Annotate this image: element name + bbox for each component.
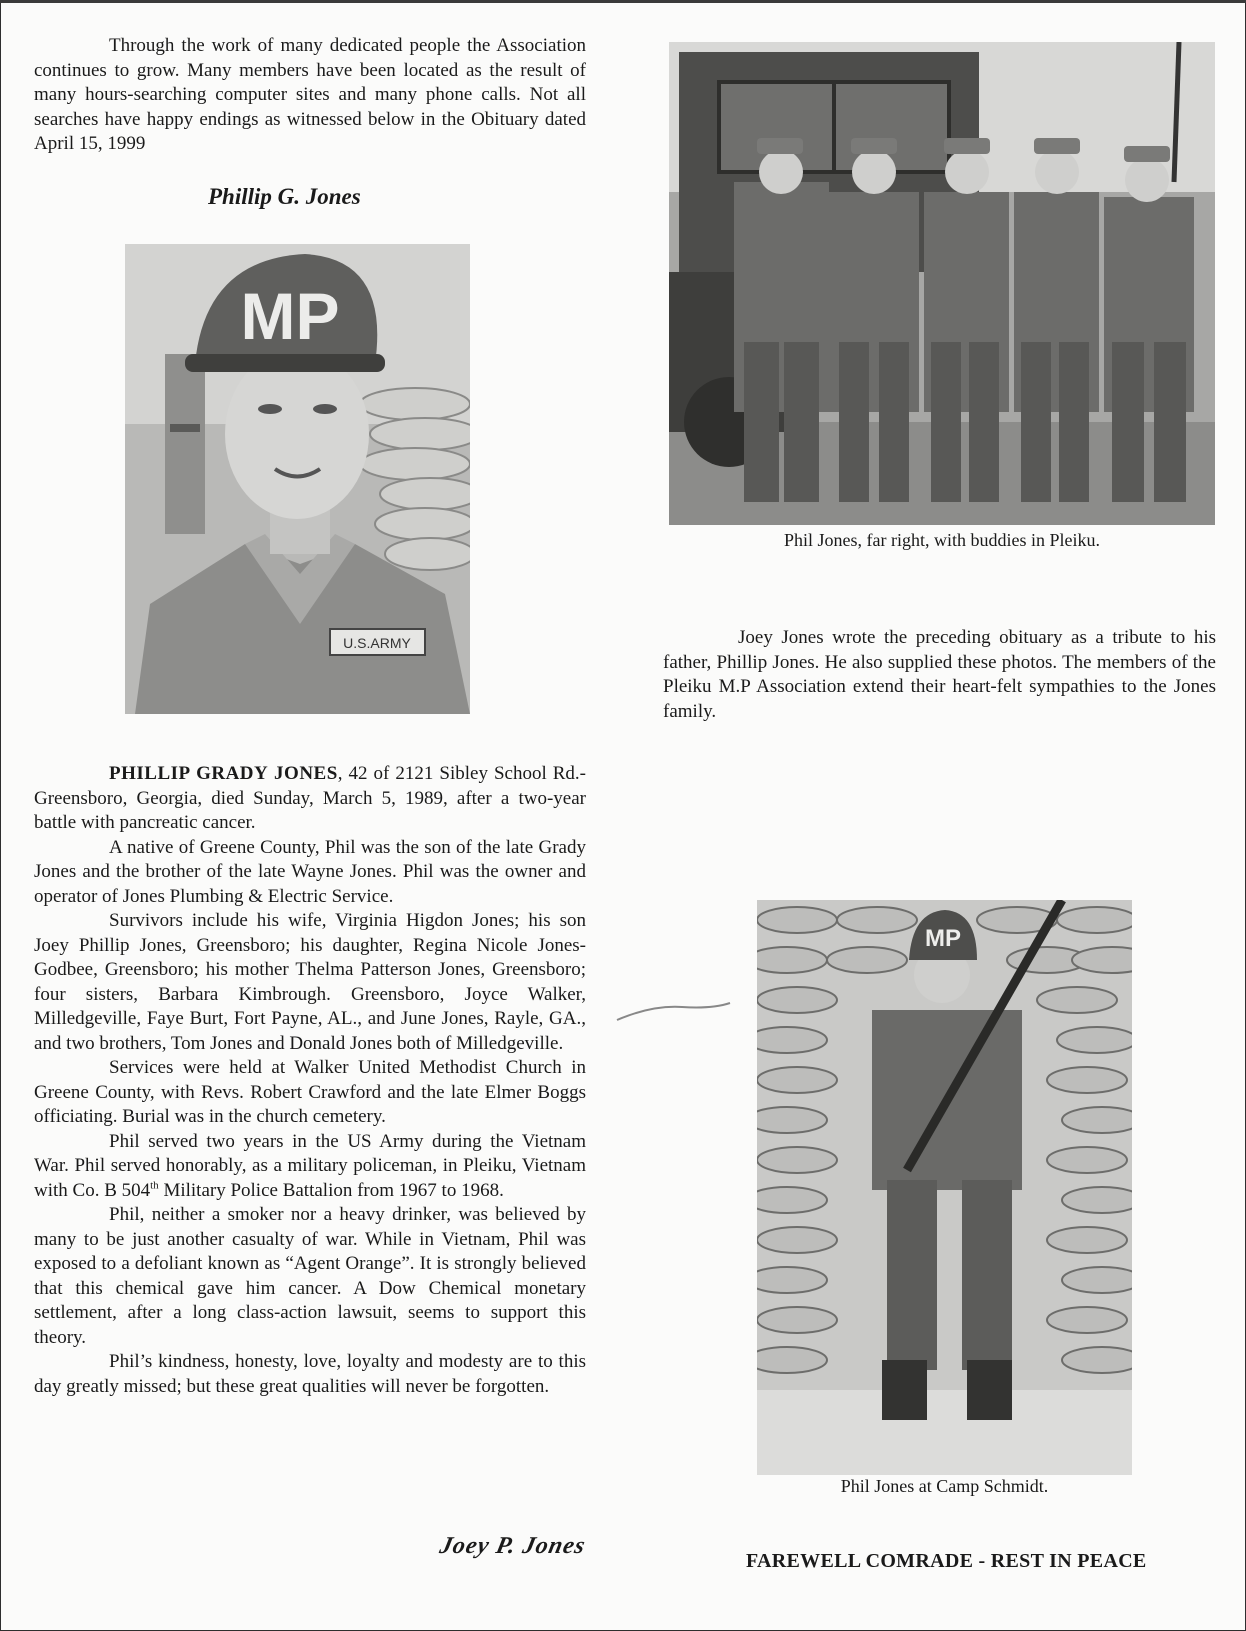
obituary-paragraph-5	[34, 1130, 586, 1204]
signature: Joey P. Jones	[437, 1533, 589, 1559]
camp-photo	[757, 900, 1132, 1475]
obituary-paragraph-6: Phil, neither a smoker nor a heavy drinker, was believed by many to be just another casualty of war. While in Vietnam, Phil was exposed to a defoliant known as “Agent Orange”. It is strongly believed that this chemical gave him cancer. A Dow Chemical monetary settlement, after a long class-action lawsuit, seems to support this theory.	[34, 1204, 586, 1348]
group-photo-caption: Phil Jones, far right, with buddies in Pleiku.	[784, 530, 1100, 550]
tribute-paragraph: Joey Jones wrote the preceding obituary as a tribute to his father, Phillip Jones. He also supplied these photos. The members of the Pleiku M.P Association extend their heart-felt sympathies to the Jones family.	[663, 627, 1216, 722]
obituary-heading: Phillip G. Jones	[208, 184, 361, 209]
obituary-paragraph-3: Survivors include his wife, Virginia Higdon Jones; his son Joey Phillip Jones, Greensboro; his daughter, Regina Nicole Jones-Godbee, Greensboro; his mother Thelma Patterson Jones, Greensboro; four sisters, Barbara Kimbrough. Greensboro, Joyce Walker, Milledgeville, Faye Burt, Fort Payne, AL., and June Jones, Rayle, GA., and two brothers, Tom Jones and Donald Jones both of Milledgeville.	[34, 910, 586, 1054]
obituary-p1-text: , 42 of 2121 Sibley School Rd.- Greensboro, Georgia, died Sunday, March 5, 1989, after a two-year battle with pancreatic cancer.	[34, 763, 586, 833]
stray-pen-mark	[612, 995, 732, 1025]
obituary-body	[34, 762, 586, 1399]
shirt-tag-text: U.S.ARMY	[343, 635, 411, 651]
obituary-p5-text-a: Phil served two years in the US Army during the Vietnam War. Phil served honorably, as a military policeman, in Pleiku, Vietnam with Co. B 504	[34, 1130, 586, 1201]
camp-helmet-mp-text: MP	[925, 925, 961, 952]
intro-paragraph: Through the work of many dedicated people the Association continues to grow. Many members have been located as the result of many hours-searching computer sites and many phone calls. Not all searches have happy endings as witnessed below in the Obituary dated April 15, 1999	[34, 35, 586, 154]
obituary-paragraph-4: Services were held at Walker United Methodist Church in Greene County, with Revs. Robert Crawford and the late Elmer Boggs officiating. Burial was in the church cemetery.	[34, 1057, 586, 1127]
obituary-paragraph-7: Phil’s kindness, honesty, love, loyalty and modesty are to this day greatly missed; but these great qualities will never be forgotten.	[34, 1351, 586, 1397]
obituary-paragraph-2: A native of Greene County, Phil was the son of the late Grady Jones and the brother of the late Wayne Jones. Phil was the owner and operator of Jones Plumbing & Electric Service.	[34, 836, 586, 907]
camp-photo-caption: Phil Jones at Camp Schmidt.	[840, 1476, 1049, 1496]
ordinal-suffix: th	[150, 1179, 159, 1192]
farewell-line: FAREWELL COMRADE - REST IN PEACE	[746, 1550, 1147, 1572]
group-photo	[669, 42, 1215, 525]
portrait-photo	[125, 244, 470, 714]
obituary-name: PHILLIP GRADY JONES	[109, 763, 338, 784]
obituary-paragraph-1	[34, 762, 586, 836]
top-edge-bar	[0, 0, 1246, 3]
obituary-p5-text-b: Military Police Battalion from 1967 to 1968.	[158, 1179, 504, 1201]
helmet-mp-text: MP	[240, 279, 340, 353]
